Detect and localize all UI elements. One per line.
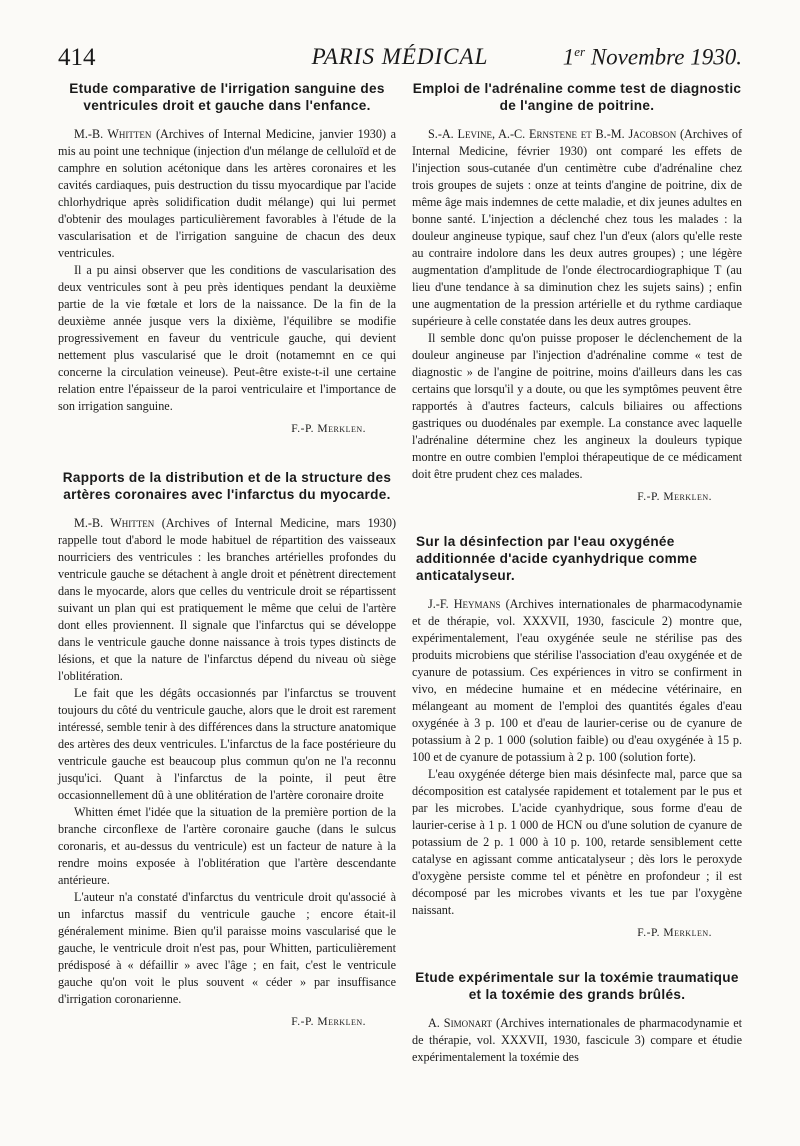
article-paragraph: L'auteur n'a constaté d'infarctus du ventricule droit qu'associé à un infarctus massif du ventricule gauche ; encore était-il généralement minime. Bien qu'il paraisse moins vascularisé que le gauche, le ventricule droit n'est pas, pour Whitten, particulièrement prédisposé à « défaillir » avec l'âge ; en fait, c'est le ventricule gauche qu'on voit le plus souvent « céder » par insuffisance d'irrigation coronarienne. [58,890,396,1006]
article-5 [412,969,742,1066]
journal-title: PARIS MÉDICAL [311,44,489,69]
page-header [58,44,742,74]
article-paragraph: A. Simonart (Archives internationales de pharmacodynamie et de thérapie, vol. XXXVII, 1930, fascicule 3) compare et étudie expérimentalement la toxémie des [412,1016,742,1064]
article-author: M.-B. Whitten [74,127,152,141]
article-signature: F.-P. Merklen. [637,927,712,939]
article-2 [58,469,396,1028]
article-signature: F.-P. Merklen. [291,423,366,435]
article-4 [412,533,742,939]
article-title: Etude comparative de l'irrigation sanguine des ventricules droit et gauche dans l'enfance. [69,81,385,113]
article-paragraph: Il semble donc qu'on puisse proposer le déclenchement de la douleur angineuse par l'injection d'adrénaline comme « test de diagnostic » de l'angine de poitrine, moins d'ailleurs dans les cas certains que lorsqu'il y a doute, ou que les symptômes peuvent être rapportés à d'autres facteurs, calculs biliaires ou affections gastriques ou duodénales par exemple. La constance avec laquelle l'adrénaline détermine chez les angineux la douleurs typique montre en outre combien l'emploi thérapeutique de ce médicament doit être prudent chez ces malades. [412,331,742,481]
article-author: S.-A. Levine, A.-C. Ernstene et B.-M. Jacobson [428,127,677,141]
article-title: Sur la désinfection par l'eau oxygénée additionnée d'acide cyanhydrique comme anticatalyseur. [416,534,698,583]
article-title: Emploi de l'adrénaline comme test de diagnostic de l'angine de poitrine. [412,81,742,113]
article-author: M.-B. Whitten [74,516,155,530]
article-paragraph: S.-A. Levine, A.-C. Ernstene et B.-M. Jacobson (Archives of Internal Medicine, février 1930) ont comparé les effets de l'injection sous-cutanée d'un centimètre cube d'adrénaline chez trois groupes de sujets : onze at teints d'angine de poitrine, dix de même âge mais indemnes de cette maladie, et dix jeunes adultes en bonne santé. L'injection a déclenché chez tous les malades : la douleur angineuse typique, sauf chez l'un d'eux (alors qu'elle reste au contraire indolore dans les deux autres groupes) ; une légère augmentation d'amplitude de l'onde électrocardiographique T (au lieu d'une tendance à sa diminution chez les sujets sains) ; enfin une augmentation de la pression artérielle et du rythme cardiaque supérieure à celle constatée dans les deux autres groupes. [412,127,742,328]
article-signature: F.-P. Merklen. [291,1016,366,1028]
article-paragraph: L'eau oxygénée déterge bien mais désinfecte mal, parce que sa décomposition est catalysée rapidement et totalement par le pus et par les microbes. L'acide cyanhydrique, sous forme d'eau de laurier-cerise à 1 p. 1 000 de HCN ou d'une solution de cyanure de potassium de 2 p. 1 000 à 10 p. 100, retarde sensiblement cette catalyse en agissant comme anticatalyseur ; dès lors le peroxyde d'oxygène persiste comme tel et pénètre en profondeur ; il est décomposé par les microbes vivants et les tue par l'oxygène naissant. [412,767,742,917]
article-paragraph: Il a pu ainsi observer que les conditions de vascularisation des deux ventricules sont à peu près identiques pendant la deuxième partie de la vie fœtale et lors de la naissance. De la fin de la deuxième année jusque vers la dixième, l'équilibre se modifie progressivement en faveur du ventricule gauche, qui devient nettement plus vascularisé que le droit (notamemnt en ce qui concerne la circulation veineuse). Peut-être existe-t-il une certaine relation entre l'épaisseur de la paroi ventriculaire et l'importance de son irrigation sanguine. [58,263,396,413]
article-author: A. Simonart [428,1016,493,1030]
article-author: J.-F. Heymans [428,597,501,611]
article-title: Etude expérimentale sur la toxémie traumatique et la toxémie des grands brûlés. [415,970,739,1002]
article-1 [58,80,396,435]
article-paragraph: Whitten émet l'idée que la situation de la première portion de la branche circonflexe de l'artère coronaire gauche (dans le sulcus coronaris, et au-dessus du ventricule) est un facteur de nature à la rendre moins exposée à l'oblitération que l'artère descendante antérieure. [58,805,396,887]
article-paragraph: M.-B. Whitten (Archives of Internal Medicine, mars 1930) rappelle tout d'abord le mode habituel de répartition des vaisseaux nourriciers des ventricules : les branches artérielles profondes du ventricule gauche se détachent à angle droit et pénètrent directement dans le myocarde, alors que celles du ventricule droit se répartissent suivant un plan qui est pratiquement le même que celui de l'artère dont elles proviennent. Il signale que l'infarctus qui se développe dans le ventricule gauche donne naissance à trois types distincts de lésions, et que la nature de l'infarctus dépend du niveau où siège l'oblitération. [58,516,396,683]
issue-date: 1er Novembre 1930. [562,44,742,70]
article-paragraph: Le fait que les dégâts occasionnés par l'infarctus se trouvent toujours du côté du ventricule gauche, alors que le droit est rarement intéressé, semble tenir à des différences dans la structure anatomique des artères des deux ventricules. L'infarctus de la face postérieure du ventricule gauche est beaucoup plus commun qu'on ne l'a reconnu jusqu'ici. Quant à l'infarctus de la pointe, il peut être occasionnellement dû à une oblitération de l'artère coronaire droite [58,686,396,802]
article-signature: F.-P. Merklen. [637,491,712,503]
right-column [412,80,742,1066]
article-3 [412,80,742,503]
page-number: 414 [58,44,96,71]
article-paragraph: M.-B. Whitten (Archives of Internal Medicine, janvier 1930) a mis au point une technique (injection d'un mélange de celluloïd et de camphre en solution acétonique dans les artères coronaires et les cavités cardiaques, puis destruction du tissu myocardique par l'acide chlorhydrique après solidification dudit mélange) qui lui permet d'obtenir des moulages particulièrement favorables à l'étude de la vascularisation et de l'irrigation sanguine de chacun des deux ventricules. [58,127,396,260]
left-column [58,80,396,1028]
article-paragraph: J.-F. Heymans (Archives internationales de pharmacodynamie et de thérapie, vol. XXXVII, 1930, fascicule 2) montre que, expérimentalement, l'eau oxygénée seule ne stérilise pas des produits microbiens que stérilise l'association d'eau oxygénée et de cyanure de potassium. Ces expériences in vitro se confirment in vivo, en médecine humaine et en médecine vétérinaire, en mélangeant au moment de l'emploi des quantités égales d'eau oxygénée à 3 p. 100 et d'eau de laurier-cerise ou de cyanure de potassium à 2 p. 1 000 (solution faible) ou d'eau oxygénée à 15 p. 100 et de cyanure de potassium à 2 p. 100 (solution forte). [412,597,742,764]
article-title: Rapports de la distribution et de la structure des artères coronaires avec l'infarctus du myocarde. [62,470,392,502]
